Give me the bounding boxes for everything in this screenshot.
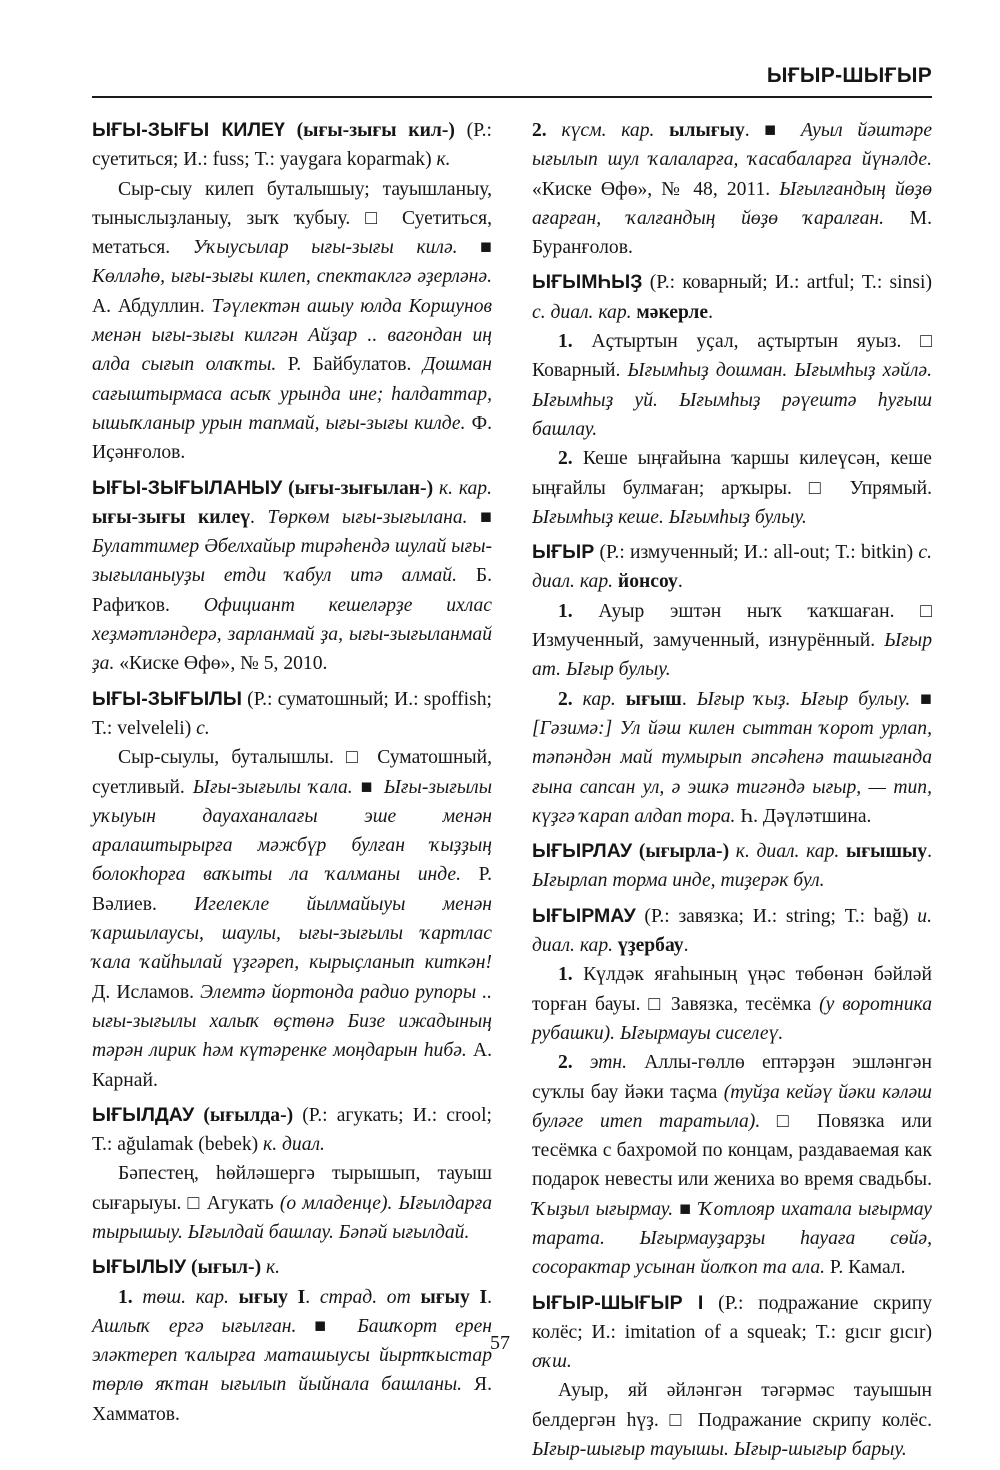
bold-text: (ығырла-) — [632, 841, 730, 863]
italic-text: Дошман сағыштырмаса асыҡ урында ине; һалдаттар, ышыҡланыр урын тапмай, ығы-зығы килде. — [92, 354, 492, 434]
right-column — [532, 116, 932, 1470]
italic-text: кар. — [582, 688, 616, 710]
text-run: ■ — [296, 1315, 358, 1337]
dictionary-entry — [532, 116, 932, 262]
page-number: 57 — [490, 1332, 510, 1354]
bold-text: 2. — [558, 688, 583, 710]
italic-text: Көлләһө, ығы-зығы килеп, спектаклгә әҙерләнә. — [92, 266, 492, 288]
headword: ЫҒЫ-ЗЫҒЫЛАНЫУ — [92, 476, 283, 499]
entry-heading-line — [532, 268, 932, 327]
bold-text: үҙербау — [617, 935, 684, 957]
text-run: Д. Исламов. — [92, 981, 201, 1003]
text-run — [616, 689, 626, 710]
italic-text: к. диал. кар. — [735, 841, 840, 863]
text-run: Күлдәк яғаһының үңәс төбөнән бәйләй торған бауы. □ Завязка, тесёмка — [532, 964, 932, 1015]
bold-text: ығыу I — [238, 1286, 306, 1308]
text-run: . — [250, 506, 268, 528]
entry-sense — [532, 597, 932, 685]
text-run: ■ — [673, 1198, 699, 1220]
bold-text: (ығы-зығы кил-) — [284, 120, 455, 141]
bold-text: ығышыу — [845, 841, 928, 863]
bold-text: 2. — [558, 1052, 590, 1074]
italic-text: күсм. кар. — [561, 120, 655, 141]
text-run: . — [677, 571, 683, 593]
bold-text: 1. — [558, 600, 599, 622]
italic-text: Игелекле йылмайыуы менән ҡаршылаусы, шаулы, ығы-зығылы ҡартлас ҡала ҡайһылай үҙгәреп, кырыҫланып киткән! — [92, 893, 492, 974]
text-run — [729, 841, 736, 862]
entry-sense — [92, 743, 492, 1095]
entry-sense — [92, 1159, 492, 1247]
text-run: . — [681, 688, 697, 710]
text-run: Р. Байбулатов. — [276, 354, 423, 376]
bold-text: 2. — [558, 448, 583, 470]
italic-text: Уҡыусылар ығы-зығы килә. — [192, 237, 458, 259]
entry-heading-line — [92, 116, 492, 175]
text-run: Һ. Дәүләтшина. — [735, 805, 872, 827]
headword: ЫҒЫ-ЗЫҒЫЛЫ — [92, 687, 242, 710]
text-run: «Киске Өфө», № 5, 2010. — [114, 653, 328, 675]
dictionary-entry — [92, 1101, 492, 1247]
bold-text: (ығы-зығылан-) — [282, 477, 434, 499]
italic-text: Ығымһыҙ кеше. Ығымһыҙ булыу. — [532, 506, 807, 528]
italic-text: страд. от — [319, 1286, 411, 1308]
italic-text: (о младенце). Ығылдарға тырышыу. Ығылдай башлау. Бәпәй ығылдай. — [92, 1192, 493, 1243]
bold-text: 2. — [532, 120, 562, 141]
entry-heading-line — [92, 1101, 492, 1160]
italic-text: к. диал. — [263, 1134, 325, 1156]
italic-text: Ығыр ат. Ығыр булыу. — [532, 630, 932, 681]
entry-heading-line — [532, 837, 932, 896]
italic-text: и. диал. кар. — [532, 905, 932, 957]
text-run: Р. Вәлиев. — [92, 864, 492, 915]
text-run: Б. Рафиҡов. — [92, 565, 492, 616]
bold-text: ығыу I — [420, 1286, 488, 1308]
italic-text: Ығыр-шығыр тауышы. Ығыр-шығыр барыу. — [532, 1439, 907, 1461]
text-run: (Р.: суетиться; И.: fuss; Т.: yaygara koparmak) — [92, 120, 492, 171]
italic-text: Ығылғандың йөҙө ағарған, ҡалғандың йөҙө ҡаралған. — [532, 178, 932, 229]
dictionary-entry — [532, 902, 932, 1283]
text-run: (Р.: завязка; И.: string; Т.: bağ) — [635, 905, 918, 927]
italic-text: Ашлыҡ ергә ығылған. — [92, 1315, 297, 1337]
running-header-title: ЫҒЫР-ШЫҒЫР — [766, 64, 932, 87]
text-run: Р. Камал. — [825, 1257, 906, 1279]
left-column — [92, 116, 492, 1435]
text-run: ■ — [910, 688, 933, 710]
entry-sense — [532, 327, 932, 444]
bold-text: 1. — [118, 1286, 143, 1308]
italic-text: с. диал. кар. — [532, 542, 932, 593]
italic-text: Ығыр ҡыҙ. Ығыр булыу. — [696, 688, 911, 710]
dictionary-entry — [532, 538, 932, 831]
text-run: Ауыр эштән ныҡ ҡаҡшаған. □ Измученный, замученный, изнурённый. — [532, 600, 932, 652]
text-run: Кеше ыңғайына ҡаршы килеүсән, кеше ыңғайлы булмаған; арҡыры. □ Упрямый. — [532, 448, 932, 499]
text-run: «Киске Өфө», № 48, 2011. — [532, 178, 780, 200]
bold-text: (ығылда-) — [194, 1104, 294, 1126]
text-run: Я. Хамматов. — [92, 1374, 492, 1425]
entry-sense — [92, 1283, 492, 1429]
entry-heading-line — [92, 474, 492, 679]
bold-text: ығы-зығы килеү — [92, 506, 251, 528]
text-run: (Р.: измученный; И.: all-out; Т.: bitkin) — [594, 542, 919, 564]
text-run: М. Буранғолов. — [532, 207, 932, 259]
headword: ЫҒЫЛДАУ — [92, 1103, 195, 1126]
entry-heading-line — [532, 538, 932, 597]
entry-sense — [532, 685, 932, 831]
italic-text: Төркөм ығы-зығылана. — [267, 506, 468, 528]
text-run — [411, 1287, 421, 1308]
italic-text: Ауыл йәштәре ығылып шул ҡалаларға, ҡасабаларға йүнәлде. — [532, 120, 933, 171]
text-run — [229, 1287, 239, 1308]
text-run: Сыр-сыу килеп буталышыу; тауышланыу, тыныслыҙланыу, зыҡ ҡубыу. □ Суетиться, метаться. — [92, 178, 492, 259]
italic-text: с. — [196, 717, 210, 739]
text-run: . — [927, 841, 933, 863]
text-run: Ф. Иҫәнғолов. — [92, 412, 492, 464]
text-run: Сыр-сыулы, буталышлы. □ Суматошный, суетливый. — [92, 747, 492, 798]
italic-text: Булаттимер Әбелхайыр тирәһендә шулай ығы-зығыланыуҙы етди ҡабул итә алмай. — [92, 536, 492, 587]
bold-text: ығыш — [625, 688, 682, 710]
italic-text: Ҡыҙыл ығырмау. — [532, 1198, 674, 1220]
headword: ЫҒЫ-ЗЫҒЫ КИЛЕҮ — [92, 119, 285, 141]
bold-text: йонсоу — [617, 571, 678, 593]
italic-text: Башҡорт ерен эләктереп ҡалырға маташыусы йыртҡыстар төрлө яҡтан ығылып йыйнала башланы. — [92, 1315, 493, 1396]
dictionary-entry — [92, 116, 492, 468]
text-run: А. Абдуллин. — [92, 295, 212, 317]
italic-text: Ығы-зығылы ҡала. — [192, 776, 353, 798]
bold-text: мәкерле — [636, 301, 709, 323]
headword: ЫҒЫМҺЫҘ — [532, 271, 643, 294]
entry-sense — [92, 175, 492, 468]
text-run: □ Повязка или тесёмка с бахромой по концам, раздаваемая как подарок невесты или жениха во время свадьбы. — [532, 1110, 932, 1191]
italic-text: Тәүлектән ашыу юлда Коршунов менән ығы-зығы килгән Айҙар .. вагондан иң алда сығып олаҡты. — [92, 295, 493, 376]
italic-text: [Гәзимә:] Ул йәш килен сыттан ҡорот урлап, тәпәндән май тумырып әпсәһенә ташығанда ғына сапсан ул, ә эшкә тигәндә ығыр, — тип, күҙгә ҡарап алдап тора. — [532, 717, 932, 827]
dictionary-entry — [532, 837, 932, 896]
italic-text: Ығы-зығылы уҡыуын дауаханалағы эше менән аралаштырырға мәжбүр булған ҡыҙҙың болокһорға ваҡыты ла ҡалманы инде. — [92, 776, 492, 886]
entry-sense — [532, 1376, 932, 1464]
text-run: Аллы-гөллө ептәрҙән эшләнгән суҡлы бау йәки таҫма — [532, 1052, 932, 1103]
italic-text: Ығырлап торма инде, тиҙерәк бул. — [532, 870, 825, 892]
text-run: ■ — [457, 237, 493, 259]
italic-text: Ҡотлояр ихатала ығырмау тарата. Ығырмауҙарҙы һауаға сөйә, сосорактар усынан йолҡоп та ала. — [532, 1198, 932, 1279]
italic-text: Официант кешеләрҙе ихлас хеҙмәтләндерә, зарланмай ҙа, ығы-зығыланмай ҙа. — [92, 594, 493, 675]
dictionary-entry — [532, 268, 932, 532]
entry-heading-line — [532, 116, 932, 262]
entry-sense — [532, 960, 932, 1048]
bold-text: (ығыл-) — [186, 1257, 262, 1279]
entry-sense — [532, 1048, 932, 1282]
text-run: (Р.: коварный; И.: artful; Т.: sinsi) — [642, 272, 932, 294]
text-run: . ■ — [744, 120, 801, 141]
text-run: ■ — [352, 776, 384, 798]
headword: ЫҒЫР — [532, 541, 595, 564]
text-run: . — [708, 301, 713, 323]
text-run: А. Карнай. — [92, 1040, 492, 1091]
italic-text: к. кар. — [438, 477, 492, 499]
entry-heading-line — [92, 685, 492, 744]
text-run: Аҫтыртын уҫал, аҫтыртын яуыз. □ Коварный. — [532, 331, 932, 382]
entry-sense — [532, 444, 932, 532]
entry-heading-line — [532, 902, 932, 961]
headword: ЫҒЫРЛАУ — [532, 840, 633, 863]
text-run — [654, 120, 669, 141]
text-run: (Р.: агукать; И.: croоl; Т.: ağulamak (bebek) — [92, 1104, 492, 1156]
headword: ЫҒЫРМАУ — [532, 904, 636, 927]
running-header — [92, 62, 932, 98]
text-run: Бәпестең, һөйләшергә тырышып, тауыш сығарыуы. □ Агукать — [92, 1163, 492, 1214]
text-run: . — [305, 1286, 320, 1308]
italic-text: (туйҙа кейәү йәки кәләш буләге итеп таратыла). — [532, 1081, 932, 1132]
headword: ЫҒЫР-ШЫҒЫР I — [532, 1291, 704, 1314]
dictionary-entry — [532, 1289, 932, 1465]
italic-text: (у воротника рубашки). Ығырмауы сиселеү. — [532, 993, 932, 1044]
italic-text: оҡш. — [532, 1351, 572, 1373]
bold-text: ылығыу — [669, 120, 745, 141]
italic-text: Ығымһыҙ дошман. Ығымһыҙ хәйлә. Ығымһыҙ уй. Ығымһыҙ рәүештә һуғыш башлау. — [532, 360, 932, 440]
bold-text: 1. — [558, 331, 592, 353]
text-run — [839, 841, 846, 862]
italic-text: к. — [436, 149, 451, 171]
bold-text: 1. — [558, 964, 584, 986]
text-run: Ауыр, яй әйләнгән тәгәрмәс тауышын белдергән һүҙ. □ Подражание скрипу колёс. — [532, 1380, 932, 1431]
italic-text: к. — [266, 1257, 281, 1279]
italic-text: төш. кар. — [142, 1286, 229, 1308]
text-run: ■ — [467, 506, 493, 528]
headword: ЫҒЫЛЫУ — [92, 1256, 187, 1279]
text-run: . — [683, 935, 689, 957]
text-run: (Р.: суматошный; И.: spoffish; Т.: velveleli) — [92, 688, 492, 739]
text-run: (Р.: подражание скрипу колёс; И.: imitation of a squeak; Т.: gıcır gıcır) — [532, 1292, 932, 1343]
text-run: . — [487, 1286, 492, 1308]
dictionary-entry — [92, 685, 492, 1095]
italic-text: с. диал. кар. — [532, 301, 632, 323]
dictionary-entry — [92, 474, 492, 679]
italic-text: этн. — [589, 1052, 628, 1074]
italic-text: Элемтә йортонда радио рупоры .. ығы-зығылы халыҡ өҫтөнә Бизе ижадының тәрән лирик һәм күтәренке моңдарын һибә. — [92, 981, 492, 1062]
entry-heading-line — [92, 1253, 492, 1282]
